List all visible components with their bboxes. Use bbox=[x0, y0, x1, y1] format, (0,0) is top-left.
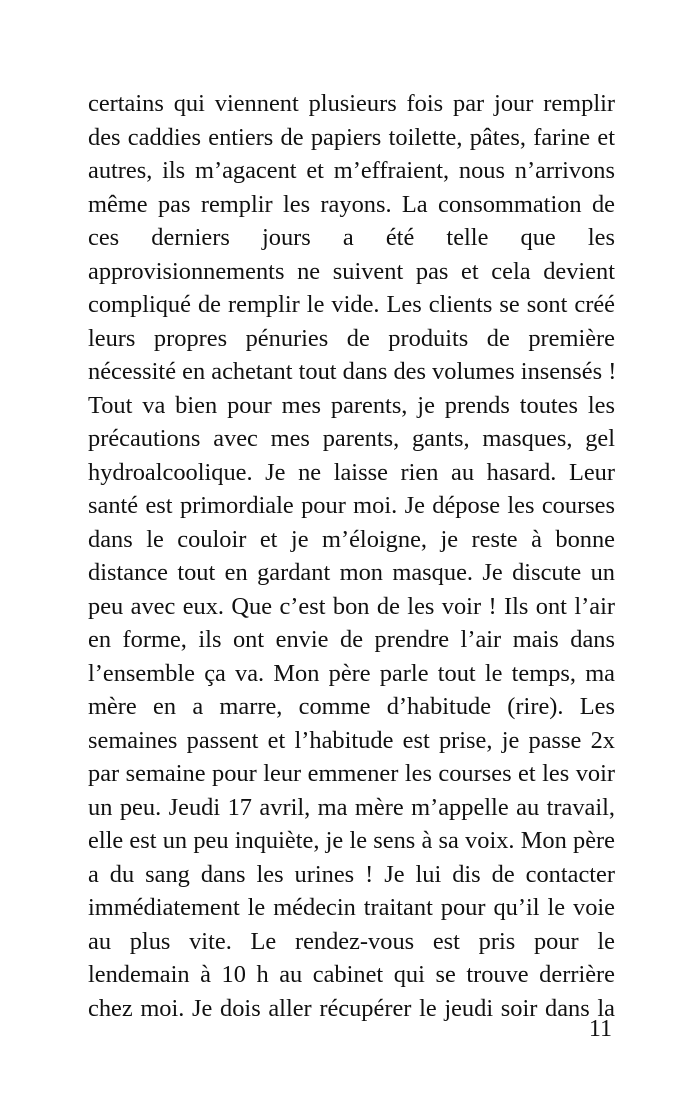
text-line: des caddies entiers de papiers toilette, pâtes, farine et bbox=[88, 123, 615, 151]
text-line: en forme, ils ont envie de prendre l’air mais dans bbox=[88, 626, 615, 653]
text-line: dans le couloir et je m’éloigne, je reste à bonne bbox=[88, 525, 615, 553]
text-line: semaines passent et l’habitude est prise, je passe 2x bbox=[88, 726, 615, 754]
text-line: chez moi. Je dois aller récupérer le jeudi soir dans la bbox=[88, 994, 615, 1022]
text-line: hydroalcoolique. Je ne laisse rien au hasard. Leur bbox=[88, 458, 615, 486]
text-line: précautions avec mes parents, gants, masques, gel bbox=[88, 425, 615, 452]
text-line: compliqué de remplir le vide. Les clients se sont créé bbox=[88, 291, 615, 318]
text-line: santé est primordiale pour moi. Je dépose les courses bbox=[88, 492, 615, 519]
text-line: au plus vite. Le rendez-vous est pris pour le bbox=[88, 927, 615, 955]
text-line: distance tout en gardant mon masque. Je discute un bbox=[88, 559, 615, 586]
text-line: l’ensemble ça va. Mon père parle tout le temps, ma bbox=[88, 659, 615, 687]
text-line: peu avec eux. Que c’est bon de les voir ! Ils ont l’air bbox=[88, 592, 615, 620]
text-line: approvisionnements ne suivent pas et cela devient bbox=[88, 257, 615, 285]
page-number: 11 bbox=[588, 1016, 612, 1042]
text-line: certains qui viennent plusieurs fois par jour remplir bbox=[88, 90, 615, 117]
text-line: nécessité en achetant tout dans des volumes insensés ! bbox=[88, 358, 617, 385]
text-line: par semaine pour leur emmener les courses et les voir bbox=[88, 760, 615, 787]
text-line: ces derniers jours a été telle que les bbox=[88, 224, 615, 251]
text-line: mère en a marre, comme d’habitude (rire). Les bbox=[88, 693, 615, 720]
text-line: lendemain à 10 h au cabinet qui se trouve derrière bbox=[88, 961, 615, 988]
body-text bbox=[88, 87, 615, 1025]
text-line: a du sang dans les urines ! Je lui dis de contacter bbox=[88, 860, 615, 888]
text-line: immédiatement le médecin traitant pour qu’il le voie bbox=[88, 894, 615, 921]
text-line: elle est un peu inquiète, je le sens à sa voix. Mon père bbox=[88, 827, 615, 854]
text-line: un peu. Jeudi 17 avril, ma mère m’appelle au travail, bbox=[88, 793, 615, 821]
text-line: même pas remplir les rayons. La consommation de bbox=[88, 190, 615, 218]
text-line: autres, ils m’agacent et m’effraient, nous n’arrivons bbox=[88, 157, 615, 184]
text-line: leurs propres pénuries de produits de première bbox=[88, 324, 615, 352]
text-line: Tout va bien pour mes parents, je prends toutes les bbox=[88, 391, 615, 419]
